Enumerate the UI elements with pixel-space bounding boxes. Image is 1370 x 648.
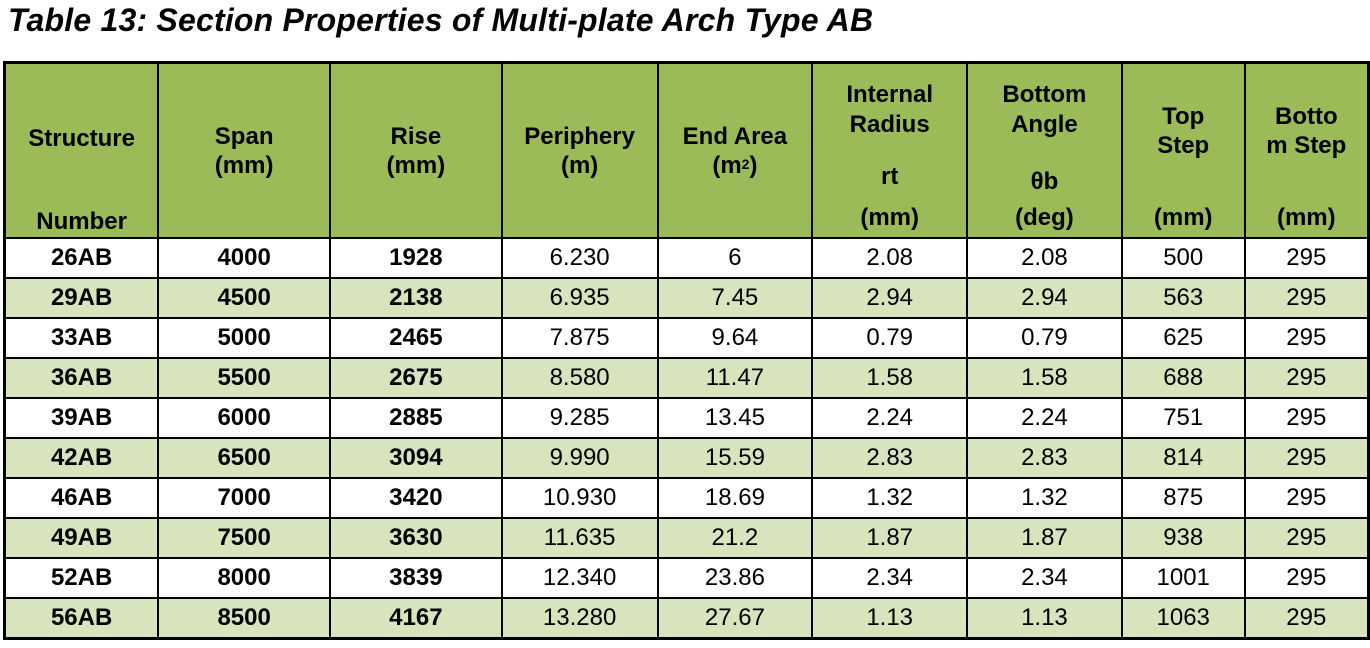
- section-properties-table: [3, 61, 1370, 640]
- cell-bottom-angle: 1.32: [967, 478, 1122, 518]
- cell-end-area: 7.45: [658, 278, 813, 318]
- cell-bottom-angle: 2.24: [967, 398, 1122, 438]
- cell-top-step: 1001: [1122, 558, 1245, 598]
- cell-structure-number: 33AB: [5, 318, 159, 358]
- cell-end-area: 21.2: [658, 518, 813, 558]
- cell-internal-radius: 0.79: [812, 318, 967, 358]
- cell-structure-number: 46AB: [5, 478, 159, 518]
- header-bottom-angle: [967, 63, 1122, 239]
- header-internal-radius: [812, 63, 967, 239]
- cell-rise: 3630: [330, 518, 502, 558]
- cell-internal-radius: 1.87: [812, 518, 967, 558]
- cell-span: 6500: [158, 438, 330, 478]
- cell-rise: 3839: [330, 558, 502, 598]
- header-periphery-line1: Periphery: [524, 123, 635, 150]
- cell-periphery: 9.285: [502, 398, 658, 438]
- cell-rise: 2465: [330, 318, 502, 358]
- cell-bottom-step: 295: [1245, 438, 1369, 478]
- cell-rise: 2138: [330, 278, 502, 318]
- cell-top-step: 500: [1122, 238, 1245, 278]
- cell-internal-radius: 1.13: [812, 598, 967, 639]
- header-top-step: [1122, 63, 1245, 239]
- header-bottom-angle-symbol: θb: [1030, 168, 1059, 195]
- cell-end-area: 15.59: [658, 438, 813, 478]
- header-bottom-step: [1245, 63, 1369, 239]
- cell-periphery: 13.280: [502, 598, 658, 639]
- cell-bottom-angle: 2.83: [967, 438, 1122, 478]
- cell-periphery: 11.635: [502, 518, 658, 558]
- table-row: [5, 358, 1369, 398]
- cell-end-area: 18.69: [658, 478, 813, 518]
- cell-bottom-angle: 2.34: [967, 558, 1122, 598]
- cell-top-step: 688: [1122, 358, 1245, 398]
- cell-end-area: 9.64: [658, 318, 813, 358]
- cell-internal-radius: 1.32: [812, 478, 967, 518]
- cell-span: 4000: [158, 238, 330, 278]
- cell-bottom-step: 295: [1245, 598, 1369, 639]
- cell-bottom-step: 295: [1245, 398, 1369, 438]
- cell-bottom-angle: 0.79: [967, 318, 1122, 358]
- cell-span: 7500: [158, 518, 330, 558]
- cell-structure-number: 29AB: [5, 278, 159, 318]
- cell-end-area: 6: [658, 238, 813, 278]
- header-internal-radius-line1: Internal: [846, 81, 934, 108]
- header-top-step-line2: Step: [1157, 132, 1210, 159]
- cell-end-area: 13.45: [658, 398, 813, 438]
- cell-bottom-angle: 2.08: [967, 238, 1122, 278]
- header-end-area-line1: End Area: [682, 123, 788, 150]
- header-bottom-angle-unit: (deg): [1015, 204, 1074, 231]
- cell-span: 5000: [158, 318, 330, 358]
- cell-bottom-step: 295: [1245, 358, 1369, 398]
- cell-bottom-angle: 1.87: [967, 518, 1122, 558]
- cell-bottom-step: 295: [1245, 278, 1369, 318]
- cell-span: 5500: [158, 358, 330, 398]
- cell-periphery: 12.340: [502, 558, 658, 598]
- header-bottom-angle-line1: Bottom: [1002, 81, 1087, 108]
- cell-periphery: 6.230: [502, 238, 658, 278]
- cell-bottom-step: 295: [1245, 558, 1369, 598]
- cell-bottom-step: 295: [1245, 238, 1369, 278]
- table-row: [5, 518, 1369, 558]
- cell-rise: 2885: [330, 398, 502, 438]
- header-rise-line2: (mm): [386, 152, 446, 179]
- cell-top-step: 875: [1122, 478, 1245, 518]
- cell-structure-number: 49AB: [5, 518, 159, 558]
- cell-periphery: 10.930: [502, 478, 658, 518]
- cell-span: 8500: [158, 598, 330, 639]
- cell-top-step: 938: [1122, 518, 1245, 558]
- cell-rise: 4167: [330, 598, 502, 639]
- header-bottom-step-line1: Botto: [1274, 103, 1338, 130]
- header-internal-radius-line2: Radius: [849, 111, 930, 138]
- cell-span: 4500: [158, 278, 330, 318]
- cell-bottom-step: 295: [1245, 518, 1369, 558]
- cell-internal-radius: 2.94: [812, 278, 967, 318]
- cell-structure-number: 39AB: [5, 398, 159, 438]
- header-top-step-line1: Top: [1162, 103, 1205, 130]
- cell-top-step: 814: [1122, 438, 1245, 478]
- cell-internal-radius: 2.24: [812, 398, 967, 438]
- header-end-area: [658, 63, 813, 239]
- cell-end-area: 27.67: [658, 598, 813, 639]
- header-row: [5, 63, 1369, 239]
- table-row: [5, 238, 1369, 278]
- cell-internal-radius: 2.34: [812, 558, 967, 598]
- header-bottom-angle-line2: Angle: [1011, 111, 1078, 138]
- header-span-line1: Span: [214, 123, 274, 150]
- cell-periphery: 6.935: [502, 278, 658, 318]
- cell-periphery: 8.580: [502, 358, 658, 398]
- cell-top-step: 751: [1122, 398, 1245, 438]
- table-row: [5, 278, 1369, 318]
- cell-bottom-step: 295: [1245, 318, 1369, 358]
- header-end-area-line2: $(m^2)$: [712, 152, 758, 179]
- cell-structure-number: 26AB: [5, 238, 159, 278]
- cell-bottom-angle: 1.13: [967, 598, 1122, 639]
- header-internal-radius-unit: (mm): [860, 204, 919, 231]
- table-row: [5, 398, 1369, 438]
- header-structure-line1: Structure: [28, 125, 135, 152]
- cell-top-step: 1063: [1122, 598, 1245, 639]
- header-internal-radius-symbol: rt: [881, 163, 899, 190]
- cell-periphery: 7.875: [502, 318, 658, 358]
- cell-internal-radius: 2.08: [812, 238, 967, 278]
- cell-rise: 3094: [330, 438, 502, 478]
- table-row: [5, 318, 1369, 358]
- cell-span: 8000: [158, 558, 330, 598]
- header-span-line2: (mm): [214, 152, 274, 179]
- header-top-step-unit: (mm): [1153, 204, 1213, 231]
- cell-top-step: 625: [1122, 318, 1245, 358]
- cell-span: 7000: [158, 478, 330, 518]
- cell-internal-radius: 1.58: [812, 358, 967, 398]
- table-row: [5, 558, 1369, 598]
- header-bottom-step-line2: m Step: [1266, 132, 1347, 159]
- cell-end-area: 11.47: [658, 358, 813, 398]
- header-rise-line1: Rise: [390, 123, 442, 150]
- cell-rise: 1928: [330, 238, 502, 278]
- cell-structure-number: 56AB: [5, 598, 159, 639]
- cell-structure-number: 36AB: [5, 358, 159, 398]
- header-structure: [5, 63, 159, 239]
- header-structure-line2: Number: [36, 208, 127, 235]
- cell-top-step: 563: [1122, 278, 1245, 318]
- table-row: [5, 438, 1369, 478]
- cell-structure-number: 52AB: [5, 558, 159, 598]
- cell-bottom-angle: 2.94: [967, 278, 1122, 318]
- table-body: [5, 238, 1369, 639]
- cell-bottom-step: 295: [1245, 478, 1369, 518]
- header-rise: [330, 63, 502, 239]
- table-row: [5, 598, 1369, 639]
- cell-periphery: 9.990: [502, 438, 658, 478]
- table-row: [5, 478, 1369, 518]
- cell-span: 6000: [158, 398, 330, 438]
- header-periphery-line2: (m): [560, 152, 599, 179]
- cell-structure-number: 42AB: [5, 438, 159, 478]
- cell-internal-radius: 2.83: [812, 438, 967, 478]
- cell-rise: 2675: [330, 358, 502, 398]
- cell-end-area: 23.86: [658, 558, 813, 598]
- header-span: [158, 63, 330, 239]
- header-periphery: [502, 63, 658, 239]
- cell-bottom-angle: 1.58: [967, 358, 1122, 398]
- header-bottom-step-unit: (mm): [1276, 204, 1336, 231]
- table-title: Table 13: Section Properties of Multi-plate Arch Type AB: [8, 2, 874, 38]
- cell-rise: 3420: [330, 478, 502, 518]
